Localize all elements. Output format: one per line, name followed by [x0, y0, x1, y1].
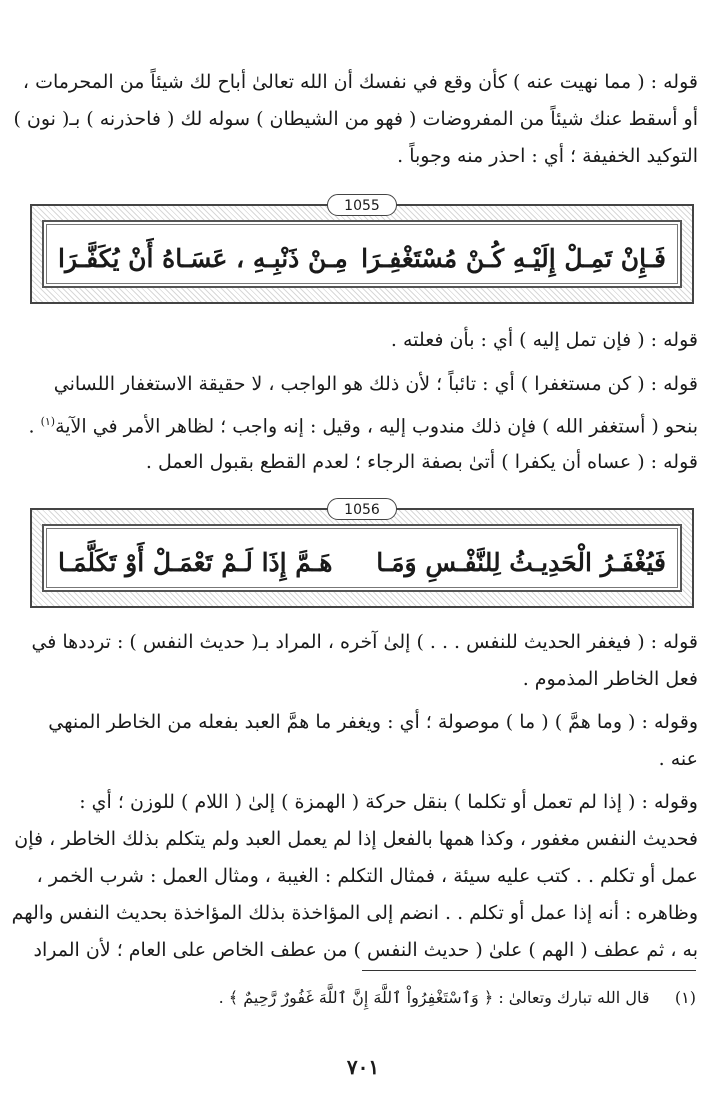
text-line: فحديث النفس مغفور ، وكذا همها بالفعل إذا لم يعمل العبد ولم يتكلم بذلك الخاطر ، فإن: [14, 828, 698, 850]
verse-line: [58, 540, 666, 584]
text-line: قوله : ( مما نهيت عنه ) كأن وقع في نفسك أن الله تعالىٰ أباح لك شيئاً من المحرمات ،: [22, 71, 698, 93]
text-line: التوكيد الخفيفة ؛ أي : احذر منه وجوباً .: [397, 145, 698, 167]
text-line: عمل أو تكلم . . كتب عليه سيئة ، فمثال التكلم : الغيبة ، ومثال العمل : شرب الخمر ،: [36, 865, 698, 887]
verse-line: [58, 236, 666, 280]
verse-inner-frame: [42, 220, 682, 288]
footnote-number: (١): [674, 988, 696, 1007]
text-line: قوله : ( فإن تمل إليه ) أي : بأن فعلته .: [390, 329, 698, 351]
verse-hemistich-left: مِـنْ ذَنْبِـهِ ، عَسَـاهُ أَنْ يُكَفَّـرَا: [58, 243, 348, 273]
paragraph-commentary-2: [32, 322, 698, 359]
text-line: عنه .: [658, 748, 698, 770]
text-line: وظاهره : أنه إذا عمل أو تكلم . . انضم إلى المؤاخذة بذلك المؤاخذة بحديث النفس والهم: [11, 902, 698, 924]
text-line: قوله : ( عساه أن يكفرا ) أتىٰ بصفة الرجاء ؛ لعدم القطع بقبول العمل .: [145, 451, 698, 473]
paragraph-commentary-6: [32, 704, 698, 778]
text-line: أو أسقط عنك شيئاً من المفروضات ( فهو من الشيطان ) سوله لك ( فاحذرنه ) بـ( نون ): [13, 108, 698, 130]
text-line: قوله : ( فيغفر الحديث للنفس . . . ) إلىٰ آخره ، المراد بـ( حديث النفس ) : ترددها في: [31, 631, 698, 653]
footnote-text: قال الله تبارك وتعالىٰ : ﴿ وَٱسْتَغْفِرُواْ ٱللَّهَ إِنَّ ٱللَّهَ غَفُورٌ رَّحِيمٌ ﴾ .: [218, 988, 650, 1007]
text-line: وقوله : ( إذا لم تعمل أو تكلما ) بنقل حركة ( الهمزة ) إلىٰ ( اللام ) للوزن ؛ أي :: [79, 791, 698, 813]
paragraph-commentary-3: [28, 366, 698, 445]
footnote-marker: (١): [40, 415, 56, 428]
verse-number-badge: 1056: [327, 498, 397, 520]
verse-inner-frame: [42, 524, 682, 592]
paragraph-commentary-5: [32, 624, 698, 698]
verse-frame-1055: [30, 198, 694, 304]
text-segment: .: [28, 415, 41, 438]
paragraph-commentary-7: [11, 784, 698, 969]
verse-hemistich-right: فَـإِنْ تَمِـلْ إِلَيْـهِ كُـنْ مُسْتَغْفِـرَا: [361, 243, 666, 273]
verse-hemistich-right: فَيُغْفَـرُ الْحَدِيـثُ لِلنَّفْـسِ وَمَـا: [376, 547, 666, 577]
text-line: قوله : ( كن مستغفرا ) أي : تائباً ؛ لأن ذلك هو الواجب ، لا حقيقة الاستغفار اللساني: [53, 373, 698, 395]
verse-frame-1056: [30, 502, 694, 608]
text-line: وقوله : ( وما همَّ ) ( ما ) موصولة ؛ أي : ويغفر ما همَّ العبد بفعله من الخاطر المنهي: [48, 711, 698, 733]
page-number: ٧٠١: [346, 1055, 380, 1079]
paragraph-commentary-4: [32, 444, 698, 481]
verse-number-badge: 1055: [327, 194, 397, 216]
text-line: به ، ثم عطف ( الهم ) علىٰ ( حديث النفس ) من عطف الخاص على العام ؛ لأن المراد: [33, 939, 698, 961]
paragraph-commentary-1: [13, 64, 698, 175]
verse-hemistich-left: هَـمَّ إِذَا لَـمْ تَعْمَـلْ أَوْ تَكَلَّمَـا: [58, 547, 333, 577]
footnote-separator: [362, 970, 696, 971]
text-segment: بنحو ( أستغفر الله ) فإن ذلك مندوب إليه ، وقيل : إنه واجب ؛ لظاهر الأمر في الآية: [55, 415, 698, 438]
text-line: فعل الخاطر المذموم .: [522, 668, 698, 690]
text-line: [28, 403, 698, 445]
footnote: [36, 986, 696, 1010]
